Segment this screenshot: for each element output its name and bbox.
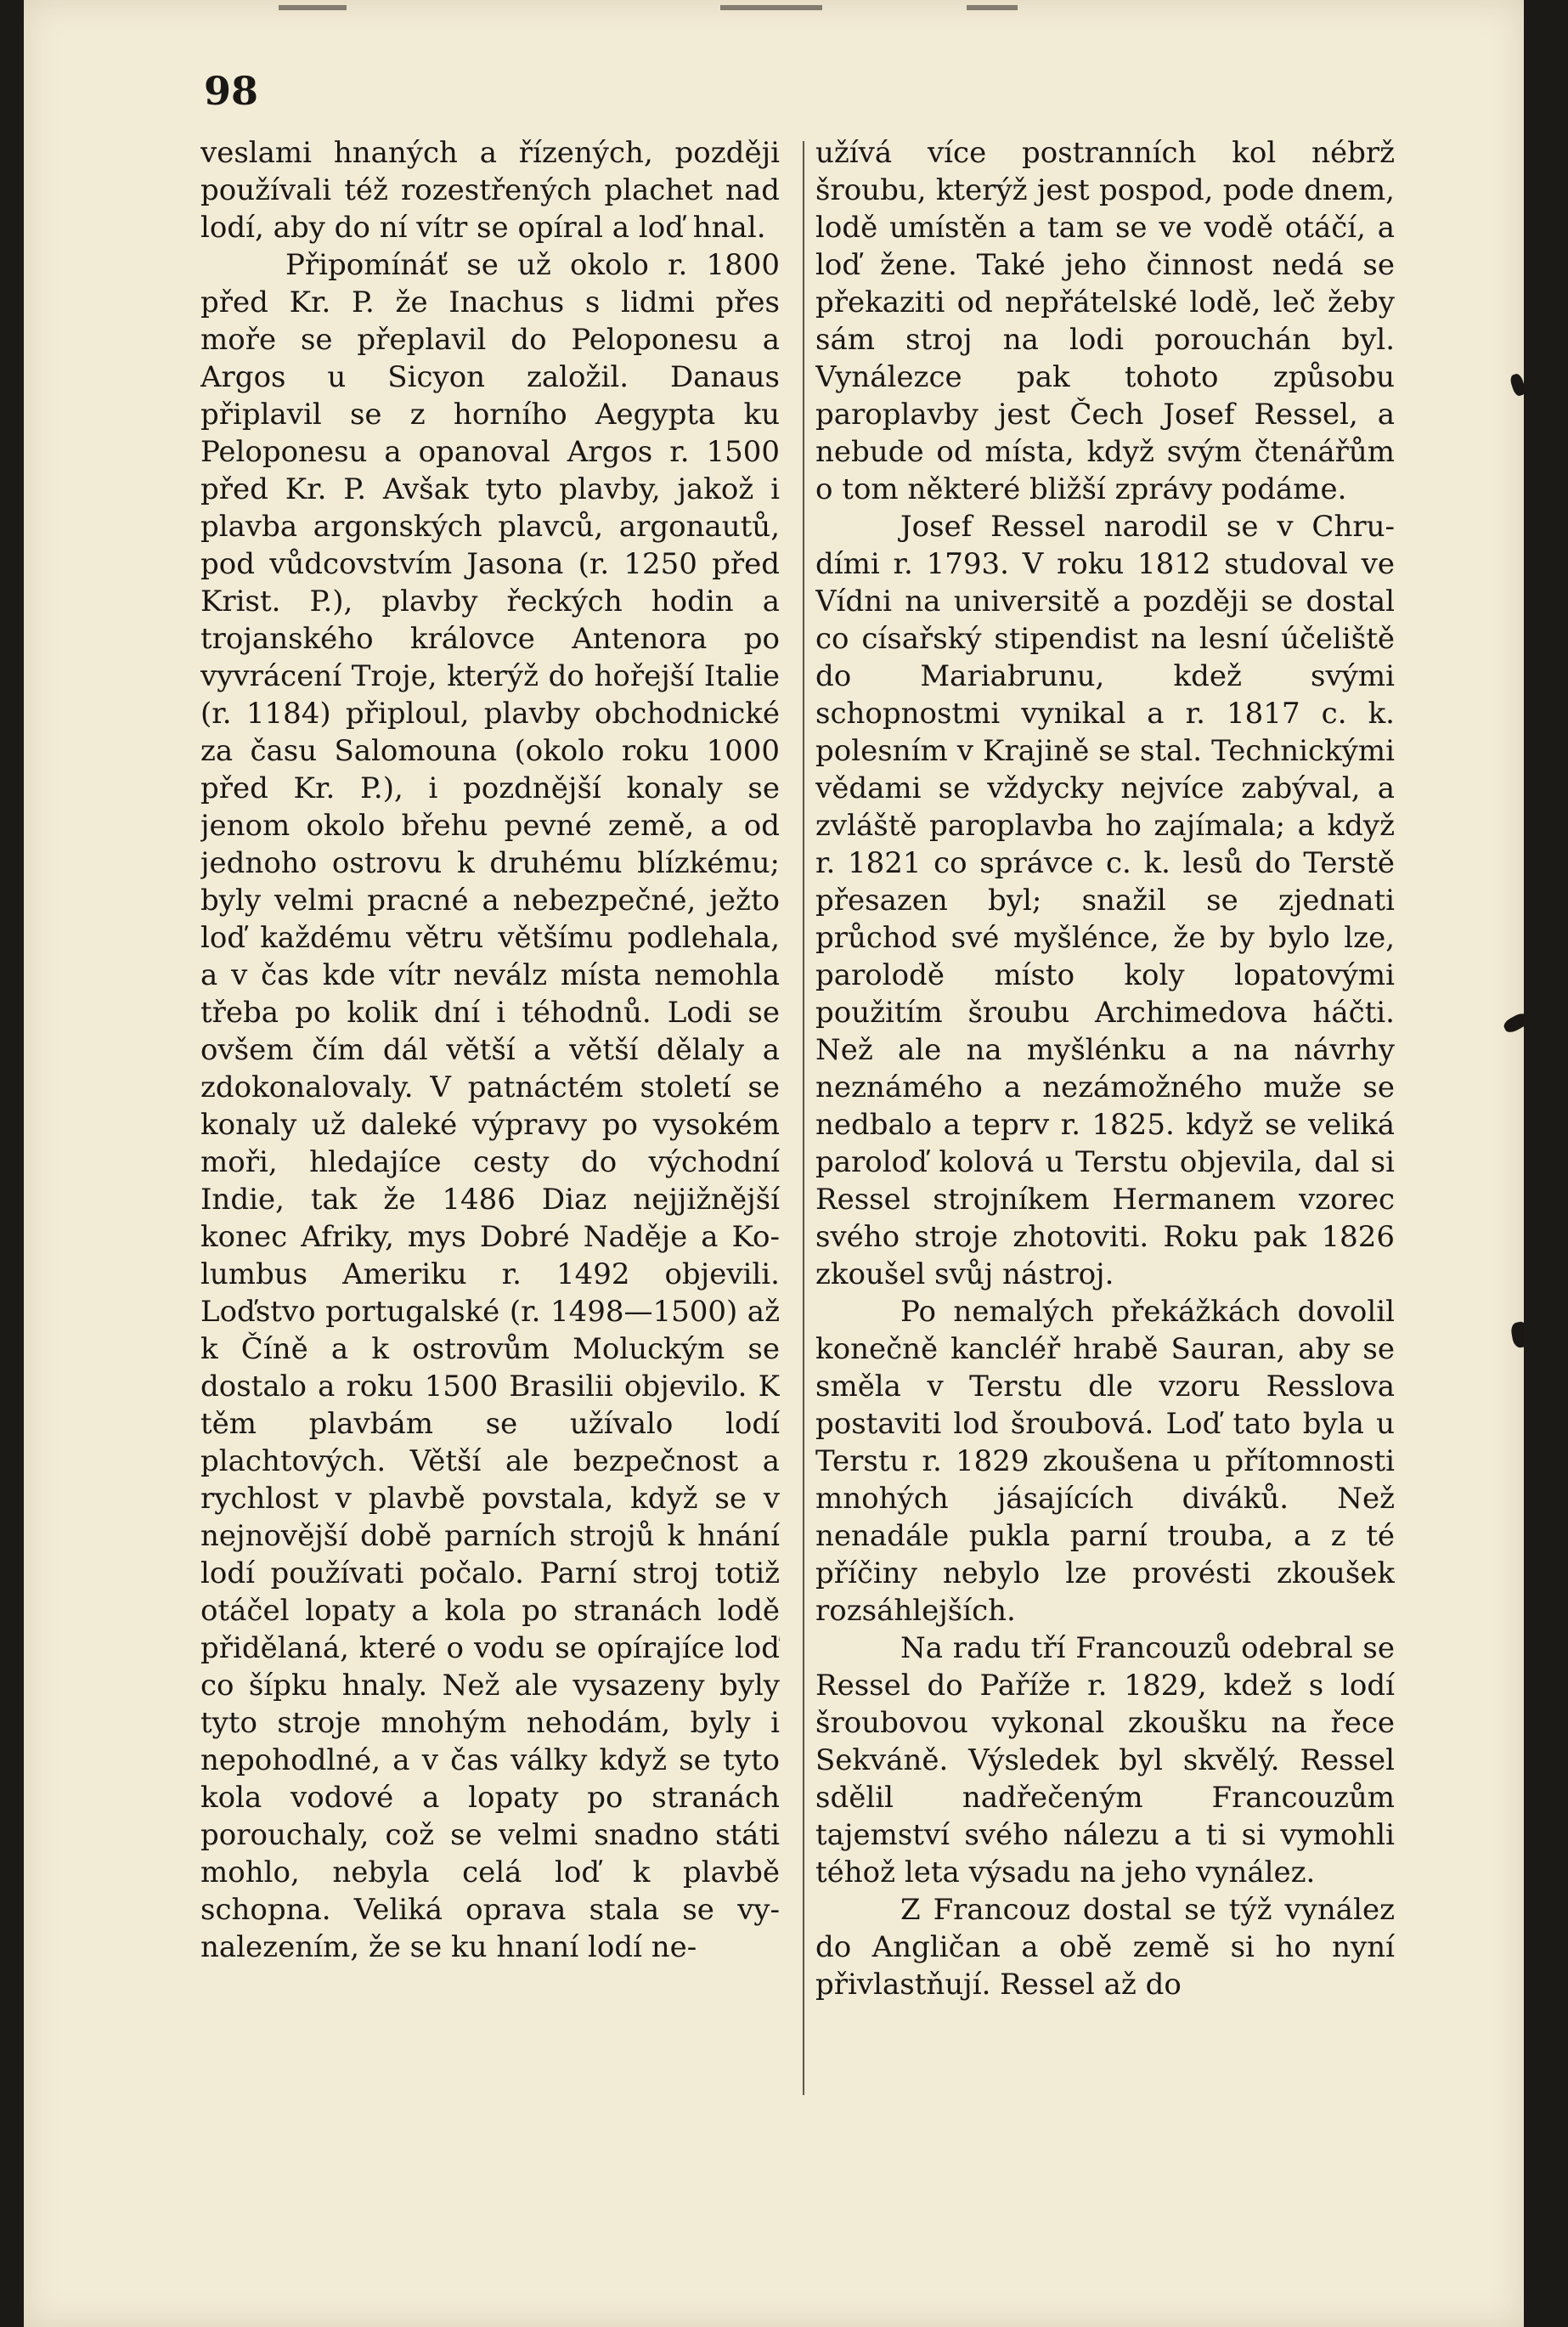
- page-edge-speck: [967, 5, 1018, 10]
- left-paragraph-1: veslami hnaných a řízených, později používali též rozestřených plachet nad lodí, aby do ní vítr se opíral a loď hnal.: [200, 136, 780, 245]
- margin-ink-mark: [1509, 372, 1524, 397]
- margin-ink-mark: [1502, 1011, 1524, 1035]
- column-divider: [803, 141, 804, 2095]
- page-edge-speck: [720, 5, 822, 10]
- right-paragraph-1: užívá více postranních kol nébrž šroubu, kterýž jest pospod, pode dnem, lodě umístěn a tam se ve vodě otáčí, a loď žene. Také jeho činnost nedá se překaziti od nepřátelské lodě, leč žeby sám stroj na lodi porouchán byl. Vynálezce pak tohoto způsobu paroplavby jest Čech Josef Ressel, a nebude od místa, když svým čtenářům o tom některé bližší zprávy podáme.: [815, 136, 1395, 506]
- right-paragraph-5: Z Francouz dostal se týž vynález do Angličan a obě země si ho nyní přivlastňují. Ressel až do: [815, 1893, 1395, 2002]
- left-column: [200, 134, 780, 2114]
- book-page: [24, 0, 1524, 2327]
- margin-ink-mark: [1510, 1320, 1524, 1348]
- right-paragraph-2: Josef Ressel narodil se v Chrudími r. 1793. V roku 1812 studoval ve Vídni na universitě a později se dostal co císařský stipendist na lesní účeliště do Mariabrunu, kdež svými schopnostmi vynikal a r. 1817 c. k. polesním v Krajině se stal. Technickými vědami se vždycky nejvíce zabýval, a zvláště paroplavba ho zajímala; a když r. 1821 co správce c. k. lesů do Terstě přesazen byl; snažil se zjednati průchod své myšlénce, že by bylo lze, parolodě místo koly lopatovými použitím šroubu Archimedova háčti. Než ale na myšlénku a na návrhy neznámého a nezámožného muže se nedbalo a teprv r. 1825. když se veliká paroloď kolová u Terstu objevila, dal si Ressel strojníkem Hermanem vzorec svého stroje zhotoviti. Roku pak 1826 zkoušel svůj nástroj.: [815, 510, 1395, 1291]
- right-paragraph-3: Po nemalých překážkách dovolil konečně kancléř hrabě Sauran, aby se směla v Terstu dle vzoru Resslova postaviti lod šroubová. Loď tato byla u Terstu r. 1829 zkoušena u přítomnosti mnohých jásajících diváků. Než nenadále pukla parní trouba, a z té příčiny nebylo lze provésti zkoušek rozsáhlejších.: [815, 1295, 1395, 1628]
- right-column: [815, 134, 1395, 2114]
- page-edge-speck: [279, 5, 347, 10]
- left-paragraph-2: Připomínáť se už okolo r. 1800 před Kr. P. že Inachus s lidmi přes moře se přeplavil do Peloponesu a Argos u Sicyon založil. Danaus připlavil se z horního Aegypta ku Peloponesu a opanoval Argos r. 1500 před Kr. P. Avšak tyto plavby, jakož i plavba argonských plavců, argonautů, pod vůdcovstvím Jasona (r. 1250 před Krist. P.), plavby řeckých hodin a trojanského královce Antenora po vyvrácení Troje, kterýž do hořejší Italie (r. 1184) připloul, plavby obchodnické za času Salomouna (okolo roku 1000 před Kr. P.), i pozdnější konaly se jenom okolo břehu pevné země, a od jednoho ostrovu k druhému blízkému; byly velmi pracné a nebezpečné, ježto loď každému větru většímu podlehala, a v čas kde vítr neválz místa nemohla třeba po kolik dní i téhodnů. Lodi se ovšem čím dál větší a větší dělaly a zdokonalovaly. V patnáctém století se konaly už daleké výpravy po vysokém moři, hledajíce cesty do východní Indie, tak že 1486 Diaz nejjižnější konec Afriky, mys Dobré Naděje a Kolumbus Ameriku r. 1492 objevili. Loďstvo portugalské (r. 1498—1500) až k Číně a k ostrovům Moluckým se dostalo a roku 1500 Brasilii objevilo. K těm plavbám se užívalo lodí plachtových. Větší ale bezpečnost a rychlost v plavbě povstala, když se v nejnovější době parních strojů k hnání lodí používati počalo. Parní stroj totiž otáčel lopaty a kola po stranách lodě přidělaná, které o vodu se opírajíce loď co šípku hnaly. Než ale vysazeny byly tyto stroje mnohým nehodám, byly i nepohodlné, a v čas války když se tyto kola vodové a lopaty po stranách porouchaly, což se velmi snadno státi mohlo, nebyla celá loď k plavbě schopna. Veliká oprava stala se vynalezením, že se ku hnaní lodí ne-: [200, 248, 780, 1964]
- right-paragraph-4: Na radu tří Francouzů odebral se Ressel do Paříže r. 1829, kdež s lodí šroubovou vykonal zkoušku na řece Sekváně. Výsledek byl skvělý. Ressel sdělil nadřečeným Francouzům tajemství svého nálezu a ti si vymohli téhož leta výsadu na jeho vynález.: [815, 1631, 1395, 1889]
- page-number: 98: [204, 68, 259, 114]
